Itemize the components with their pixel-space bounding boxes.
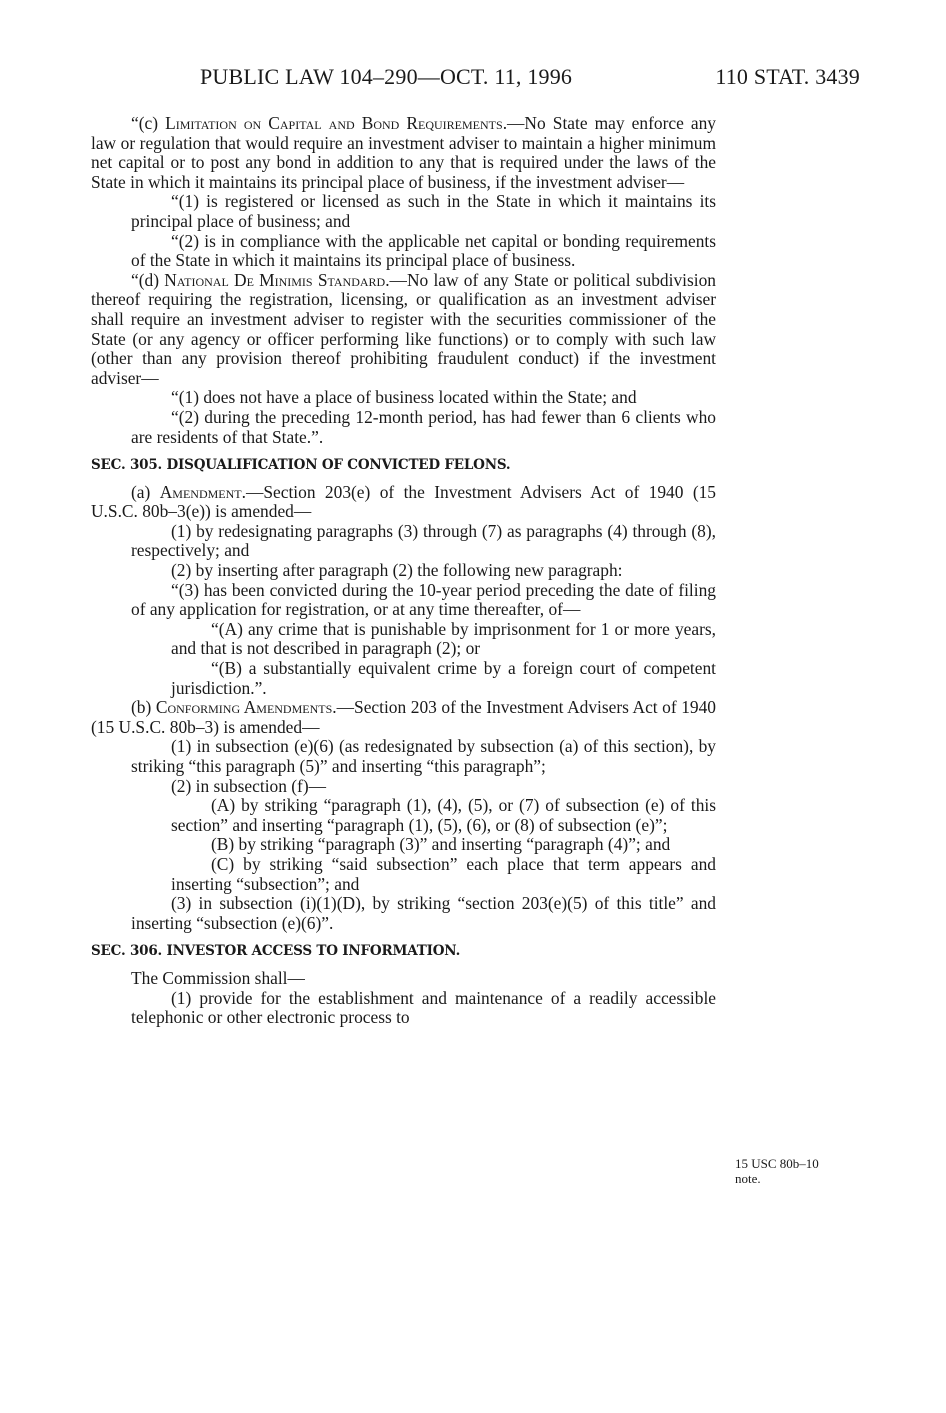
subsection-c-caption: Limitation on Capital and Bond Requirements — [165, 113, 503, 133]
subsection-d-caption: National De Minimis Standard — [164, 269, 386, 290]
section-305-a-3: “(3) has been convicted during the 10-year period preceding the date of filing of any application for registration, or at any time thereafter, of— — [131, 579, 716, 620]
section-305-a-2: (2) by inserting after paragraph (2) the following new paragraph: — [171, 560, 623, 581]
section-305-b-2-C: (C) by striking “said subsection” each place that term appears and inserting “subsection”; and — [171, 853, 716, 894]
paragraph-d2: “(2) during the preceding 12-month period, has had fewer than 6 clients who are residents of that State.”. — [131, 406, 716, 447]
subsection-d-text: law of any State or political subdivision thereof requiring the registration, licensing, or qualification as an investment adviser shall require an investment adviser to register with the securities commissioner of the State (or any agency or officer performing like functions) or to comply with such law (other than any provision thereof prohibiting fraudulent conduct) if the investment adviser— — [91, 269, 716, 388]
paragraph-d1: “(1) does not have a place of business located within the State; and — [171, 387, 637, 408]
section-306-heading: SEC. 306. INVESTOR ACCESS TO INFORMATION. — [91, 943, 461, 960]
subsection-c: “(c) Limitation on Capital and Bond Requirements.—No State may enforce any law or regulation that would require an investment adviser to maintain a higher minimum net capital or to post any bond in addition to any that is required under the laws of the State in which it maintains its principal place of business, if the investment adviser— — [91, 113, 716, 192]
document-body — [91, 114, 716, 1028]
section-305-b-2-A: (A) by striking “paragraph (1), (4), (5), or (7) of subsection (e) of this section” and inserting “paragraph (1), (5), (6), or (8) of subsection (e)”; — [171, 795, 716, 835]
section-305-b-2-B: (B) by striking “paragraph (3)” and inserting “paragraph (4)”; and — [211, 834, 671, 855]
paragraph-c1: “(1) is registered or licensed as such in the State in which it maintains its principal place of business; and — [131, 191, 716, 231]
margin-note-label: note. — [735, 1171, 761, 1186]
running-header — [0, 60, 946, 100]
subsection-c-text: State may enforce any law or regulation that would require an investment adviser to maintain a higher minimum net capital or to post any bond in addition to any that is required under the laws of the State in which it maintains its principal place of business, if the investment adviser— — [91, 113, 716, 192]
section-305-b-3: (3) in subsection (i)(1)(D), by striking “section 203(e)(5) of this title” and inserting “subsection (e)(6)”. — [131, 893, 716, 933]
section-305-a-caption: Amendment — [159, 481, 242, 502]
subsection-d: “(d) National De Minimis Standard.—No law of any State or political subdivision thereof requiring the registration, licensing, or qualification as an investment adviser shall require an investment adviser to register with the securities commissioner of the State (or any agency or officer performing like functions) or to comply with such law (other than any provision thereof prohibiting fraudulent conduct) if the investment adviser— — [91, 269, 716, 388]
section-306-1: (1) provide for the establishment and maintenance of a readily accessible telephonic or other electronic process to — [131, 987, 716, 1028]
margin-note-citation: 15 USC 80b–10 — [735, 1156, 819, 1171]
section-305-a: (a) Amendment.—Section 203(e) of the Investment Advisers Act of 1940 (15 U.S.C. 80b–3(e)) is amended— — [91, 481, 717, 522]
section-305-a-1: (1) by redesignating paragraphs (3) through (7) as paragraphs (4) through (8), respectively; and — [131, 520, 716, 561]
section-306-intro: The Commission shall— — [131, 967, 305, 988]
section-305-a-3-B: “(B) a substantially equivalent crime by a foreign court of competent jurisdiction.”. — [171, 658, 716, 698]
section-305-a-text: Section 203(e) of the Investment Advisers Act of 1940 (15 U.S.C. 80b–3(e)) is amended— — [91, 481, 717, 522]
section-305-b-caption: Conforming Amendments — [155, 697, 333, 718]
paragraph-c2: “(2) is in compliance with the applicable net capital or bonding requirements of the State in which it maintains its principal place of business. — [131, 230, 716, 271]
section-305-a-3-A: “(A) any crime that is punishable by imprisonment for 1 or more years, and that is not described in paragraph (2); or — [171, 618, 716, 659]
section-305-b-2: (2) in subsection (f)— — [171, 775, 327, 796]
running-head-title: PUBLIC LAW 104–290—OCT. 11, 1996 — [200, 64, 573, 89]
section-305-b: (b) Conforming Amendments.—Section 203 of the Investment Advisers Act of 1940 (15 U.S.C. 80b–3) is amended— — [91, 697, 716, 737]
margin-citation-note — [735, 1156, 835, 1186]
statute-page-number: 110 STAT. 3439 — [715, 64, 860, 89]
section-305-b-1: (1) in subsection (e)(6) (as redesignated by subsection (a) of this section), by striking “this paragraph (5)” and inserting “this paragraph”; — [131, 736, 716, 776]
section-305-b-text: Section 203 of the Investment Advisers Act of 1940 (15 U.S.C. 80b–3) is amended— — [91, 697, 716, 737]
section-305-heading: SEC. 305. DISQUALIFICATION OF CONVICTED FELONS. — [91, 457, 511, 474]
